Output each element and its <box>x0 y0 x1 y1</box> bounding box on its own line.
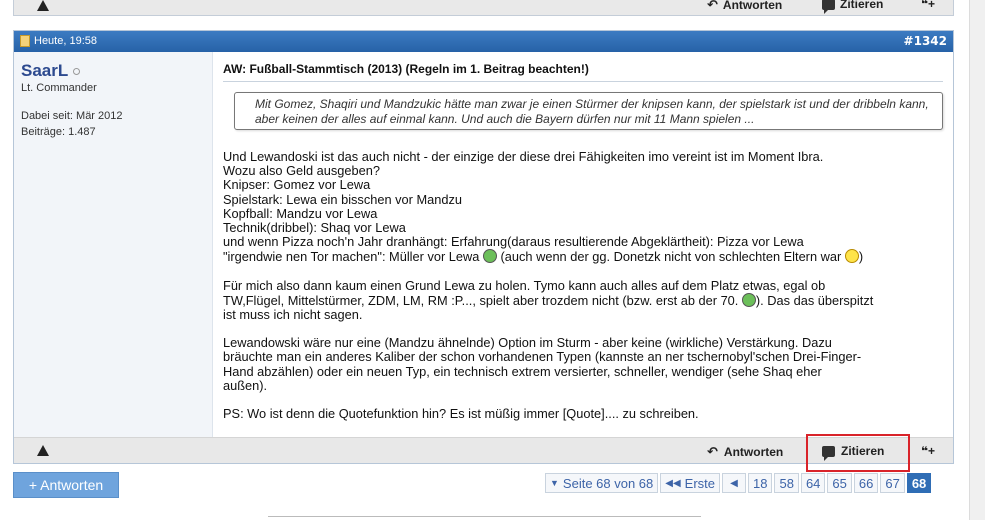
body-line: Technik(dribbel): Shaq vor Lewa <box>223 220 406 236</box>
reply-icon: ↶ <box>707 444 718 459</box>
body-line: Knipser: Gomez vor Lewa <box>223 177 371 193</box>
body-text-segment: TW,Flügel, Mittelstürmer, ZDM, LM, RM :P..., spielt aber trozdem nicht (bzw. erst ab der 70. <box>223 292 739 308</box>
user-rank: Lt. Commander <box>21 82 97 94</box>
page-select-dropdown[interactable] <box>545 473 658 493</box>
forum-post <box>13 30 954 464</box>
user-join-date: Dabei seit: Mär 2012 <box>21 110 123 122</box>
body-line: und wenn Pizza noch'n Jahr dranhängt: Erfahrung(daraus resultierende Abgeklärtheit): Pizza vor Lewa <box>223 234 804 250</box>
highlight-box <box>806 434 910 472</box>
body-line: PS: Wo ist denn die Quotefunktion hin? Es ist müßig immer [Quote].... zu schreiben. <box>223 406 699 422</box>
pagination <box>545 473 931 493</box>
multiquote-button[interactable] <box>921 444 935 458</box>
first-page-label: Erste <box>684 475 716 491</box>
post-content <box>223 52 945 439</box>
first-page-button[interactable] <box>660 473 720 493</box>
body-paragraph-4 <box>223 407 948 421</box>
page-link[interactable]: 58 <box>774 473 798 493</box>
page-link[interactable]: 18 <box>748 473 772 493</box>
multiquote-icon: ❝+ <box>921 444 936 458</box>
quote-label: Zitieren <box>841 444 885 458</box>
body-line: Hand abzählen) oder ein neuen Typ, ein technisch extrem versierter, schneller, wendiger (sehe Shaq eher <box>223 363 822 379</box>
page-link[interactable]: 64 <box>801 473 825 493</box>
post-title: AW: Fußball-Stammtisch (2013) (Regeln im 1. Beitrag beachten!) <box>223 62 943 82</box>
page-link[interactable]: 67 <box>880 473 904 493</box>
new-reply-button[interactable] <box>13 472 119 498</box>
previous-multiquote-button[interactable] <box>921 0 935 11</box>
body-line <box>223 293 948 308</box>
body-paragraph-2 <box>223 279 948 323</box>
body-text-segment: ). Das das überspitzt <box>755 292 874 308</box>
body-line: Wozu also Geld ausgeben? <box>223 163 380 179</box>
reply-button[interactable] <box>707 444 783 460</box>
chevron-down-icon: ▼ <box>550 478 559 488</box>
body-line: außen). <box>223 377 268 393</box>
post-header <box>14 31 953 52</box>
page-select-label: Seite 68 von 68 <box>562 475 654 491</box>
body-text-segment: ) <box>858 249 864 265</box>
body-line: Lewandowski wäre nur eine (Mandzu ähnelnde) Option im Sturm - aber keine (wirkliche) Verstärkung. Dazu <box>223 335 832 351</box>
previous-quote-button[interactable] <box>822 0 883 11</box>
quote-text: Mit Gomez, Shaqiri und Mandzukic hätte man zwar je einen Stürmer der knipsen kann, der spielstark ist und der dribbeln kann, aber keinen der alles auf einmal kann. Und auch die Bayern dürfen nur mit 11 Mann spielen ... <box>255 97 929 126</box>
body-line: Und Lewandoski ist das auch nicht - der einzige der diese drei Fähigkeiten imo vereint ist im Moment Ibra. <box>223 149 824 164</box>
body-line: Für mich also dann kaum einen Grund Lewa zu holen. Tymo kann auch alles auf dem Platz etwas, egal ob <box>223 277 826 293</box>
body-line: ist muss ich nicht sagen. <box>223 307 363 323</box>
current-page: 68 <box>907 473 931 493</box>
reply-label: Antworten <box>723 445 784 459</box>
page-link[interactable]: 66 <box>854 473 878 493</box>
reply-icon: ↶ <box>707 0 718 12</box>
smile-smiley-icon <box>845 249 859 263</box>
body-line: Spielstark: Lewa ein bisschen vor Mandzu <box>223 191 462 207</box>
left-arrow-icon: ◀ <box>730 477 738 489</box>
username-link[interactable] <box>21 61 80 81</box>
post-date-text: Heute, 19:58 <box>34 35 97 47</box>
new-reply-label: + Antworten <box>28 477 104 493</box>
body-paragraph-3 <box>223 336 948 393</box>
multiquote-icon: ❝+ <box>921 0 936 11</box>
double-left-arrow-icon: ◀◀ <box>665 477 681 489</box>
previous-reply-button[interactable] <box>707 0 782 13</box>
post-date <box>20 35 97 47</box>
previous-post-footer <box>13 0 954 16</box>
page-link[interactable]: 65 <box>827 473 851 493</box>
body-line: Kopfball: Mandzu vor Lewa <box>223 205 378 221</box>
quote-icon <box>822 0 835 10</box>
previous-reply-label: Antworten <box>722 0 783 12</box>
post-body <box>223 150 948 435</box>
user-post-count: Beiträge: 1.487 <box>21 126 96 138</box>
divider <box>268 516 701 517</box>
body-text-segment: (auch wenn der gg. Donetzk nicht von schlechten Eltern war <box>500 249 842 265</box>
report-post-icon[interactable] <box>37 445 49 456</box>
post-icon <box>20 35 30 47</box>
previous-page-button[interactable] <box>722 473 746 493</box>
scrollbar[interactable] <box>969 0 985 520</box>
body-line: bräuchte man ein anderes Kaliber der schon vorhandenen Typen (kannste an ner tschernobyl'schen Drei-Finger- <box>223 349 862 365</box>
body-line <box>223 249 948 264</box>
post-number-link[interactable]: #1342 <box>903 34 947 48</box>
body-text-segment: "irgendwie nen Tor machen": Müller vor Lewa <box>223 249 480 265</box>
user-info-panel <box>14 52 213 439</box>
grin-smiley-icon <box>483 249 497 263</box>
previous-quote-label: Zitieren <box>840 0 884 11</box>
quote-block <box>234 92 943 130</box>
report-icon[interactable] <box>37 0 49 11</box>
offline-status-icon <box>73 68 80 75</box>
username-text: SaarL <box>21 61 69 80</box>
body-paragraph-1 <box>223 150 948 265</box>
grin-smiley-icon <box>742 293 756 307</box>
